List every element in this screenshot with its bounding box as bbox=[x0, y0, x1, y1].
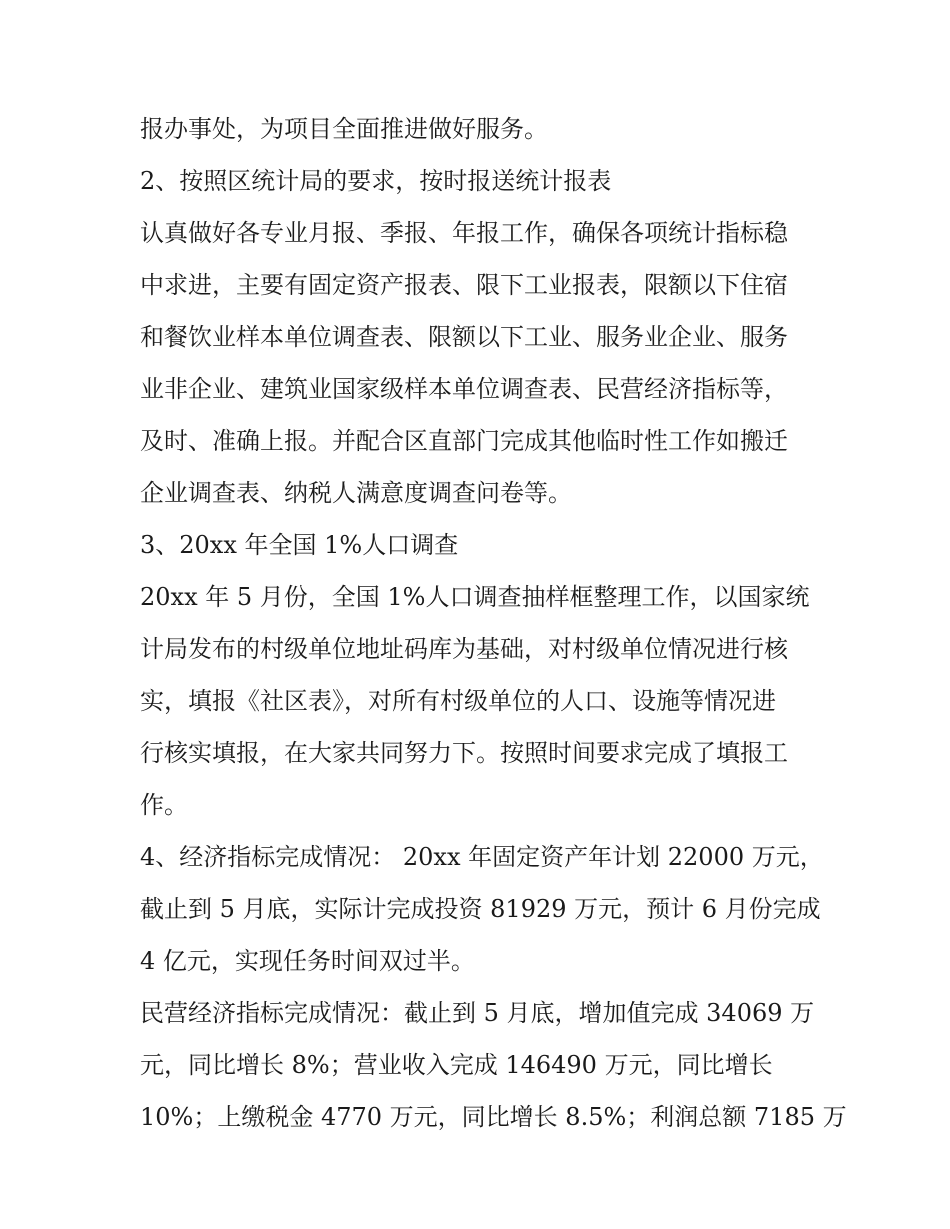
text-line: 业非企业、建筑业国家级样本单位调查表、民营经济指标等， bbox=[140, 375, 788, 403]
section-heading-3: 3、20xx 年全国 1%人口调查 bbox=[140, 531, 459, 559]
text-line: 10%；上缴税金 4770 万元，同比增长 8.5%；利润总额 7185 万 bbox=[140, 1103, 847, 1131]
text-line: 截止到 5 月底，实际计完成投资 81929 万元，预计 6 月份完成 bbox=[140, 895, 821, 923]
text-line: 实，填报《社区表》，对所有村级单位的人口、设施等情况进 bbox=[140, 687, 776, 715]
text-line: 20xx 年 5 月份，全国 1%人口调查抽样框整理工作，以国家统 bbox=[140, 583, 810, 611]
text-line: 中求进，主要有固定资产报表、限下工业报表，限额以下住宿 bbox=[140, 271, 788, 299]
text-line: 4 亿元，实现任务时间双过半。 bbox=[140, 947, 475, 975]
text-line: 作。 bbox=[140, 791, 188, 819]
text-line: 行核实填报，在大家共同努力下。按照时间要求完成了填报工 bbox=[140, 739, 788, 767]
text-line: 认真做好各专业月报、季报、年报工作，确保各项统计指标稳 bbox=[140, 219, 788, 247]
document-body bbox=[140, 103, 847, 1143]
text-line: 及时、准确上报。并配合区直部门完成其他临时性工作如搬迁 bbox=[140, 427, 788, 455]
text-line: 民营经济指标完成情况：截止到 5 月底，增加值完成 34069 万 bbox=[140, 999, 815, 1027]
section-heading-4: 4、经济指标完成情况： 20xx 年固定资产年计划 22000 万元， bbox=[140, 843, 824, 871]
text-line: 报办事处，为项目全面推进做好服务。 bbox=[140, 115, 548, 143]
text-line: 和餐饮业样本单位调查表、限额以下工业、服务业企业、服务 bbox=[140, 323, 788, 351]
text-line: 计局发布的村级单位地址码库为基础，对村级单位情况进行核 bbox=[140, 635, 788, 663]
section-heading-2: 2、按照区统计局的要求，按时报送统计报表 bbox=[140, 167, 612, 195]
text-line: 企业调查表、纳税人满意度调查问卷等。 bbox=[140, 479, 572, 507]
text-line: 元，同比增长 8%；营业收入完成 146490 万元，同比增长 bbox=[140, 1051, 773, 1079]
